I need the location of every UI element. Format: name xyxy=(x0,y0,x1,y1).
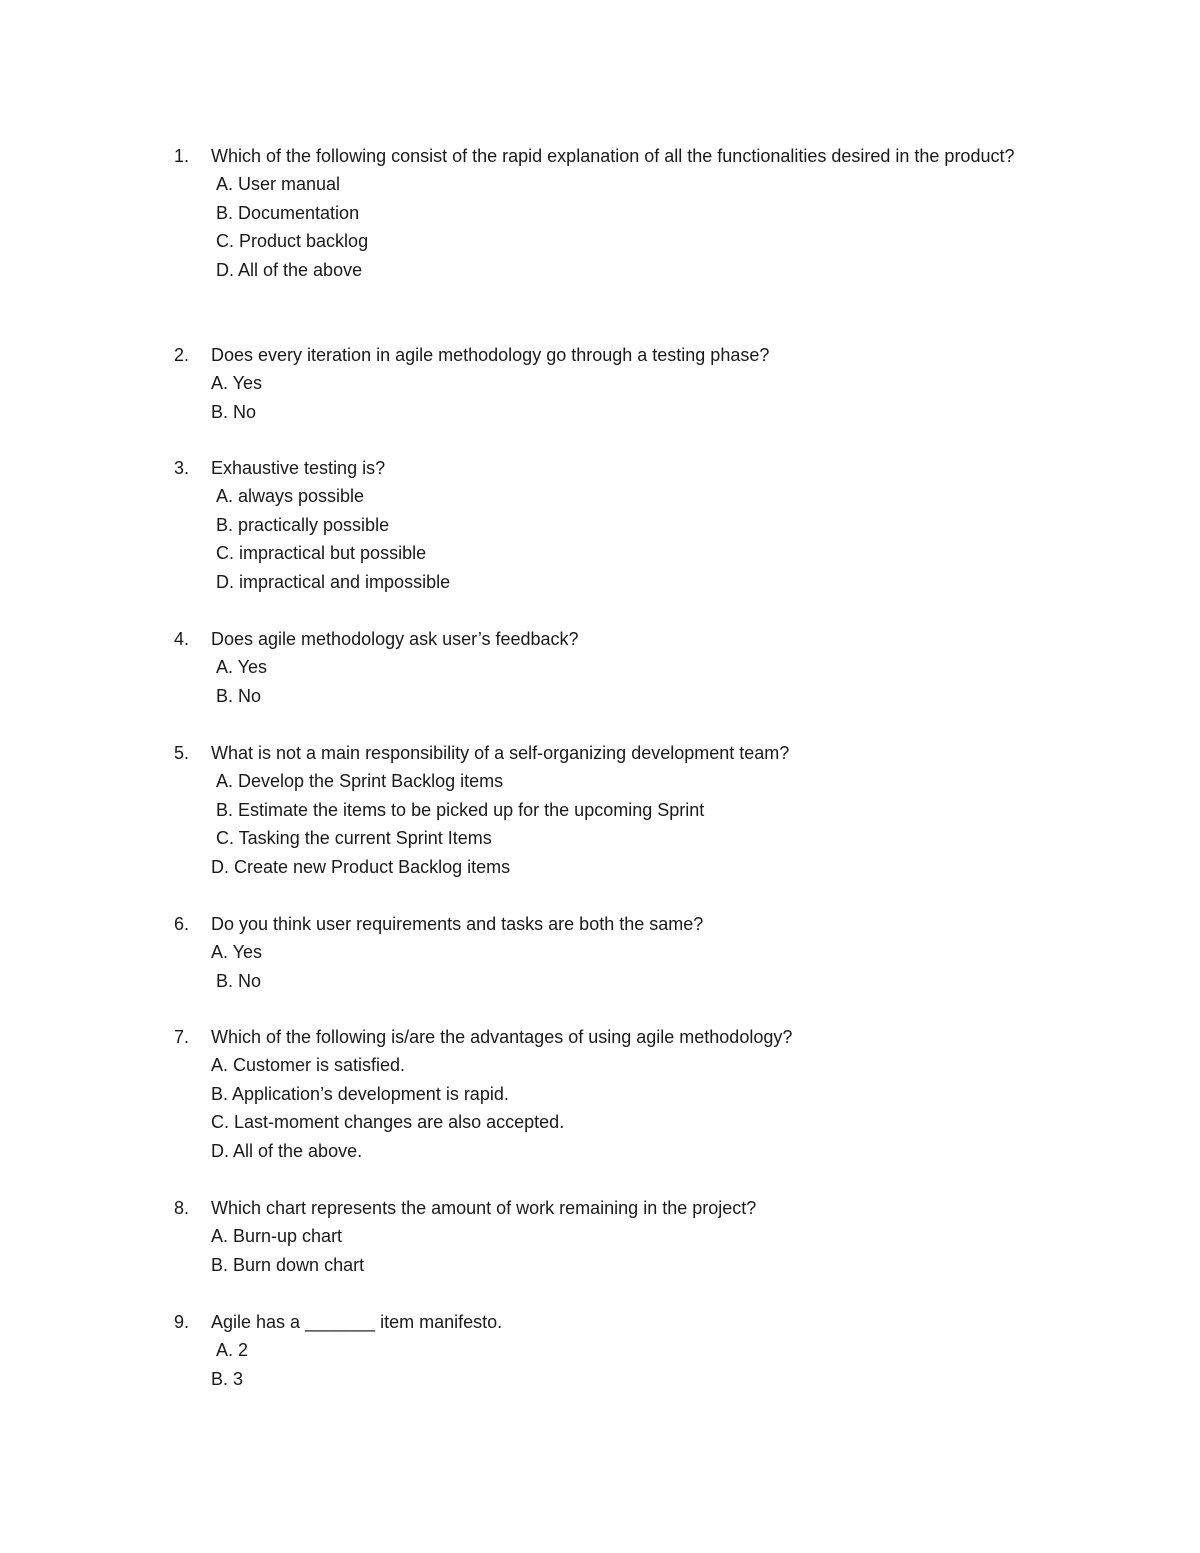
question-2 xyxy=(174,341,1054,426)
question-number: 4. xyxy=(174,629,190,649)
answer-option: A. Yes xyxy=(211,373,263,394)
question-1 xyxy=(174,142,1054,284)
answer-option: A. Develop the Sprint Backlog items xyxy=(216,771,504,792)
question-text: Agile has a _______ item manifesto. xyxy=(211,1312,503,1332)
answer-option: A. always possible xyxy=(216,486,365,507)
question-text: Which of the following is/are the advantages of using agile methodology? xyxy=(211,1027,793,1047)
question-number: 5. xyxy=(174,743,190,763)
question-number: 6. xyxy=(174,914,190,934)
answer-option: D. All of the above xyxy=(216,259,363,280)
answer-option: B. No xyxy=(211,401,257,422)
question-6 xyxy=(174,910,1054,995)
answer-option: B. 3 xyxy=(211,1368,244,1389)
answer-option: A. Yes xyxy=(216,657,268,678)
answer-option: A. Yes xyxy=(211,942,263,963)
answer-option: B. Burn down chart xyxy=(211,1254,365,1275)
question-number: 3. xyxy=(174,458,190,478)
question-9 xyxy=(174,1308,1054,1393)
question-text: What is not a main responsibility of a self-organizing development team? xyxy=(211,743,790,763)
question-8 xyxy=(174,1194,1054,1279)
question-text: Which chart represents the amount of work remaining in the project? xyxy=(211,1198,757,1218)
answer-option: A. Burn-up chart xyxy=(211,1226,343,1247)
answer-option: B. Estimate the items to be picked up for the upcoming Sprint xyxy=(216,799,705,820)
question-text: Which of the following consist of the rapid explanation of all the functionalities desired in the product? xyxy=(211,146,1015,166)
question-7 xyxy=(174,1023,1054,1165)
question-text: Does every iteration in agile methodology go through a testing phase? xyxy=(211,345,770,365)
question-3 xyxy=(174,454,1054,596)
question-number: 1. xyxy=(174,146,190,166)
answer-option: B. practically possible xyxy=(216,514,390,535)
question-5 xyxy=(174,739,1054,881)
answer-option: D. impractical and impossible xyxy=(216,571,451,592)
answer-option: D. Create new Product Backlog items xyxy=(211,856,511,877)
answer-option: A. Customer is satisfied. xyxy=(211,1055,406,1076)
answer-option: C. impractical but possible xyxy=(216,543,427,564)
answer-option: B. No xyxy=(216,970,262,991)
answer-option: D. All of the above. xyxy=(211,1140,363,1161)
answer-option: C. Last-moment changes are also accepted. xyxy=(211,1112,565,1133)
question-number: 8. xyxy=(174,1198,190,1218)
question-number: 9. xyxy=(174,1312,190,1332)
question-text: Do you think user requirements and tasks are both the same? xyxy=(211,914,704,934)
answer-option: A. User manual xyxy=(216,174,341,195)
answer-option: C. Product backlog xyxy=(216,231,369,252)
answer-option: B. Application’s development is rapid. xyxy=(211,1083,509,1104)
question-text: Exhaustive testing is? xyxy=(211,458,386,478)
answer-option: A. 2 xyxy=(216,1340,249,1361)
question-number: 7. xyxy=(174,1027,190,1047)
answer-option: B. No xyxy=(216,685,262,706)
question-text: Does agile methodology ask user’s feedback? xyxy=(211,629,579,649)
answer-option: B. Documentation xyxy=(216,202,360,223)
answer-option: C. Tasking the current Sprint Items xyxy=(216,828,492,849)
question-number: 2. xyxy=(174,345,190,365)
question-4 xyxy=(174,625,1054,710)
